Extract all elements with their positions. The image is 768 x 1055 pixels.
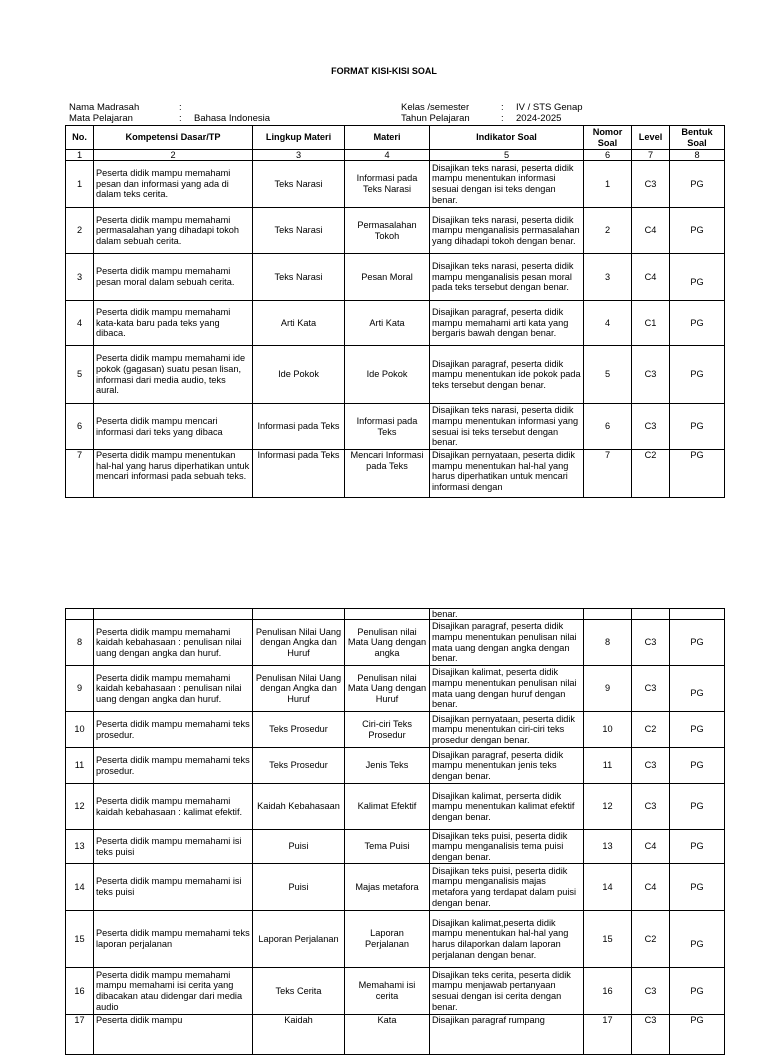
- row-level: C4: [632, 208, 670, 254]
- row-bentuk-soal: PG: [670, 404, 725, 450]
- row-bentuk-soal: PG: [670, 712, 725, 748]
- table-row: [66, 208, 725, 254]
- header-kompetensi: Kompetensi Dasar/TP: [94, 126, 253, 150]
- row-no: 12: [66, 784, 94, 830]
- header-materi: Materi: [345, 126, 430, 150]
- row-kompetensi: Peserta didik mampu memahami pesan dan informasi yang ada di dalam teks cerita.: [94, 161, 253, 208]
- table-row: [66, 404, 725, 450]
- row-indikator: Disajikan teks narasi, peserta didik mampu menganalisis pesan moral pada teks tersebut dengan benar.: [430, 254, 584, 301]
- row-level: C3: [632, 404, 670, 450]
- row-kompetensi: Peserta didik mampu memahami teks prosedur.: [94, 748, 253, 784]
- row-materi: Kata: [345, 1015, 430, 1055]
- table-row: [66, 620, 725, 666]
- row-level: C4: [632, 864, 670, 911]
- column-number: 7: [632, 150, 670, 161]
- row-nomor-soal: 4: [584, 301, 632, 346]
- row-level: C3: [632, 1015, 670, 1055]
- document-title: FORMAT KISI-KISI SOAL: [331, 66, 437, 76]
- row-level: C3: [632, 968, 670, 1015]
- header-no: No.: [66, 126, 94, 150]
- row-bentuk-soal: PG: [670, 864, 725, 911]
- row-nomor-soal: 5: [584, 346, 632, 404]
- row-bentuk-soal: PG: [670, 1015, 725, 1055]
- column-number: 4: [345, 150, 430, 161]
- row-no: 17: [66, 1015, 94, 1055]
- row-level: C2: [632, 911, 670, 968]
- row-materi: Pesan Moral: [345, 254, 430, 301]
- table-row: [66, 254, 725, 301]
- table-row: [66, 830, 725, 864]
- row-level: C3: [632, 346, 670, 404]
- row-nomor-soal: 7: [584, 450, 632, 498]
- row-no: 11: [66, 748, 94, 784]
- row-bentuk-soal: PG: [670, 208, 725, 254]
- row-lingkup: Kaidah Kebahasaan: [253, 784, 345, 830]
- row-nomor-soal: 2: [584, 208, 632, 254]
- row-materi: Informasi pada Teks Narasi: [345, 161, 430, 208]
- row-level: C3: [632, 161, 670, 208]
- row-no: 3: [66, 254, 94, 301]
- row-lingkup: Arti Kata: [253, 301, 345, 346]
- table-body-page-2: [66, 609, 725, 1055]
- row-kompetensi: Peserta didik mampu memahami kata-kata baru pada teks yang dibaca.: [94, 301, 253, 346]
- continuation-row: [66, 609, 725, 620]
- row-bentuk-soal: PG: [670, 161, 725, 208]
- header-bentuk-soal: Bentuk Soal: [670, 126, 725, 150]
- table-row: [66, 864, 725, 911]
- row-lingkup: Teks Prosedur: [253, 712, 345, 748]
- row-kompetensi: Peserta didik mampu memahami kaidah kebahasaan : penulisan nilai uang dengan angka dan huruf.: [94, 620, 253, 666]
- column-number: 2: [94, 150, 253, 161]
- row-indikator: Disajikan teks cerita, peserta didik mampu menjawab pertanyaan sesuai dengan isi cerita dengan benar.: [430, 968, 584, 1015]
- row-lingkup: Teks Narasi: [253, 254, 345, 301]
- row-level: C1: [632, 301, 670, 346]
- table-row: [66, 666, 725, 712]
- row-level: C4: [632, 830, 670, 864]
- row-kompetensi: Peserta didik mampu memahami pesan moral dalam sebuah cerita.: [94, 254, 253, 301]
- row-no: 14: [66, 864, 94, 911]
- row-materi: Ide Pokok: [345, 346, 430, 404]
- row-materi: Ciri-ciri Teks Prosedur: [345, 712, 430, 748]
- row-bentuk-soal: PG: [670, 830, 725, 864]
- mapel-value: Bahasa Indonesia: [194, 113, 271, 124]
- tahun-value: 2024-2025: [516, 113, 562, 124]
- tahun-colon: :: [501, 113, 504, 124]
- row-materi: Laporan Perjalanan: [345, 911, 430, 968]
- row-kompetensi: Peserta didik mampu memahami teks laporan perjalanan: [94, 911, 253, 968]
- column-number: 8: [670, 150, 725, 161]
- row-materi: Arti Kata: [345, 301, 430, 346]
- row-no: 8: [66, 620, 94, 666]
- table-row: [66, 712, 725, 748]
- tahun-label: Tahun Pelajaran: [401, 113, 470, 124]
- row-level: C4: [632, 254, 670, 301]
- row-lingkup: Teks Cerita: [253, 968, 345, 1015]
- row-lingkup: Puisi: [253, 864, 345, 911]
- row-indikator: Disajikan paragraf, peserta didik mampu menentukan jenis teks dengan benar.: [430, 748, 584, 784]
- row-lingkup: Informasi pada Teks: [253, 450, 345, 498]
- table-body-page-1: [66, 161, 725, 498]
- row-no: 4: [66, 301, 94, 346]
- row-no: 6: [66, 404, 94, 450]
- row-bentuk-soal: PG: [670, 911, 725, 968]
- row-no: 5: [66, 346, 94, 404]
- row-nomor-soal: 6: [584, 404, 632, 450]
- continuation-text: benar.: [430, 609, 584, 620]
- row-materi: Permasalahan Tokoh: [345, 208, 430, 254]
- row-lingkup: Penulisan Nilai Uang dengan Angka dan Huruf: [253, 666, 345, 712]
- row-bentuk-soal: PG: [670, 784, 725, 830]
- table-row: [66, 161, 725, 208]
- row-kompetensi: Peserta didik mampu memahami teks prosedur.: [94, 712, 253, 748]
- row-materi: Penulisan nilai Mata Uang dengan Huruf: [345, 666, 430, 712]
- row-no: 2: [66, 208, 94, 254]
- row-nomor-soal: 13: [584, 830, 632, 864]
- row-bentuk-soal: PG: [670, 301, 725, 346]
- row-materi: Memahami isi cerita: [345, 968, 430, 1015]
- row-kompetensi: Peserta didik mampu: [94, 1015, 253, 1055]
- row-no: 9: [66, 666, 94, 712]
- row-kompetensi: Peserta didik mampu memahami kaidah kebahasaan : penulisan nilai uang dengan angka dan huruf.: [94, 666, 253, 712]
- row-indikator: Disajikan teks puisi, peserta didik mampu menganalisis majas metafora yang terdapat dalam puisi dengan benar.: [430, 864, 584, 911]
- row-lingkup: Teks Narasi: [253, 208, 345, 254]
- row-level: C3: [632, 748, 670, 784]
- row-kompetensi: Peserta didik mampu memahami ide pokok (gagasan) suatu pesan lisan, informasi dari media audio, teks aural.: [94, 346, 253, 404]
- row-no: 10: [66, 712, 94, 748]
- table-row: [66, 968, 725, 1015]
- table-row: [66, 450, 725, 498]
- row-kompetensi: Peserta didik mampu memahami mampu memahami isi cerita yang dibacakan atau didengar dari media audio: [94, 968, 253, 1015]
- row-materi: Jenis Teks: [345, 748, 430, 784]
- row-indikator: Disajikan kalimat, peserta didik mampu menentukan penulisan nilai mata uang dengan huruf dengan benar.: [430, 666, 584, 712]
- row-no: 16: [66, 968, 94, 1015]
- mapel-label: Mata Pelajaran: [69, 113, 133, 124]
- table-row: [66, 748, 725, 784]
- row-nomor-soal: 14: [584, 864, 632, 911]
- kelas-value: IV / STS Genap: [516, 102, 583, 113]
- row-nomor-soal: 15: [584, 911, 632, 968]
- header-indikator: Indikator Soal: [430, 126, 584, 150]
- row-indikator: Disajikan paragraf, peserta didik mampu menentukan ide pokok pada teks tersebut dengan benar.: [430, 346, 584, 404]
- madrasah-label: Nama Madrasah: [69, 102, 140, 113]
- row-indikator: Disajikan teks narasi, peserta didik mampu menentukan informasi sesuai dengan isi teks dengan benar.: [430, 161, 584, 208]
- row-lingkup: Teks Narasi: [253, 161, 345, 208]
- row-level: C2: [632, 712, 670, 748]
- row-kompetensi: Peserta didik mampu memahami isi teks puisi: [94, 864, 253, 911]
- row-nomor-soal: 8: [584, 620, 632, 666]
- row-indikator: Disajikan paragraf, peserta didik mampu menentukan penulisan nilai mata uang dengan angka dengan benar.: [430, 620, 584, 666]
- row-kompetensi: Peserta didik mampu mencari informasi dari teks yang dibaca: [94, 404, 253, 450]
- row-level: C3: [632, 666, 670, 712]
- row-nomor-soal: 11: [584, 748, 632, 784]
- column-number: 3: [253, 150, 345, 161]
- column-number: 5: [430, 150, 584, 161]
- mapel-colon: :: [179, 113, 182, 124]
- row-nomor-soal: 1: [584, 161, 632, 208]
- table-row: [66, 911, 725, 968]
- row-indikator: Disajikan teks narasi, peserta didik mampu menganalisis permasalahan yang dihadapi tokoh dengan benar.: [430, 208, 584, 254]
- table-row: [66, 1015, 725, 1055]
- row-no: 1: [66, 161, 94, 208]
- row-level: C3: [632, 784, 670, 830]
- row-bentuk-soal: PG: [670, 620, 725, 666]
- row-bentuk-soal: PG: [670, 254, 725, 301]
- header-lingkup: Lingkup Materi: [253, 126, 345, 150]
- row-kompetensi: Peserta didik mampu memahami kaidah kebahasaan : kalimat efektif.: [94, 784, 253, 830]
- row-lingkup: Ide Pokok: [253, 346, 345, 404]
- kisi-table-page-1: [65, 125, 725, 498]
- row-level: C2: [632, 450, 670, 498]
- row-lingkup: Laporan Perjalanan: [253, 911, 345, 968]
- row-materi: Majas metafora: [345, 864, 430, 911]
- row-bentuk-soal: PG: [670, 968, 725, 1015]
- kelas-colon: :: [501, 102, 504, 113]
- row-indikator: Disajikan pernyataan, peserta didik mampu menentukan ciri-ciri teks prosedur dengan benar.: [430, 712, 584, 748]
- row-nomor-soal: 3: [584, 254, 632, 301]
- row-lingkup: Informasi pada Teks: [253, 404, 345, 450]
- header-nomor-soal: Nomor Soal: [584, 126, 632, 150]
- row-indikator: Disajikan pernyataan, peserta didik mampu menentukan hal-hal yang harus diperhatikan untuk mencari informasi dengan: [430, 450, 584, 498]
- row-nomor-soal: 12: [584, 784, 632, 830]
- kelas-label: Kelas /semester: [401, 102, 470, 113]
- row-bentuk-soal: PG: [670, 666, 725, 712]
- table-row: [66, 346, 725, 404]
- kisi-table-page-2: [65, 608, 725, 1055]
- row-nomor-soal: 10: [584, 712, 632, 748]
- row-nomor-soal: 9: [584, 666, 632, 712]
- row-nomor-soal: 17: [584, 1015, 632, 1055]
- row-no: 13: [66, 830, 94, 864]
- row-lingkup: Teks Prosedur: [253, 748, 345, 784]
- row-bentuk-soal: PG: [670, 450, 725, 498]
- row-no: 15: [66, 911, 94, 968]
- row-kompetensi: Peserta didik mampu memahami permasalahan yang dihadapi tokoh dalam sebuah cerita.: [94, 208, 253, 254]
- row-materi: Penulisan nilai Mata Uang dengan angka: [345, 620, 430, 666]
- row-nomor-soal: 16: [584, 968, 632, 1015]
- table-row: [66, 301, 725, 346]
- row-lingkup: Puisi: [253, 830, 345, 864]
- row-indikator: Disajikan teks puisi, peserta didik mampu menganalisis tema puisi dengan benar.: [430, 830, 584, 864]
- column-number: 1: [66, 150, 94, 161]
- row-lingkup: Penulisan Nilai Uang dengan Angka dan Huruf: [253, 620, 345, 666]
- row-indikator: Disajikan kalimat, perserta didik mampu menentukan kalimat efektif dengan benar.: [430, 784, 584, 830]
- row-materi: Informasi pada Teks: [345, 404, 430, 450]
- row-indikator: Disajikan paragraf rumpang: [430, 1015, 584, 1055]
- row-indikator: Disajikan teks narasi, peserta didik mampu menentukan informasi yang sesuai isi teks tersebut dengan benar.: [430, 404, 584, 450]
- row-level: C3: [632, 620, 670, 666]
- row-indikator: Disajikan kalimat,peserta didik mampu menentukan hal-hal yang harus dilaporkan dalam laporan perjalanan dengan benar.: [430, 911, 584, 968]
- row-bentuk-soal: PG: [670, 748, 725, 784]
- row-materi: Mencari Informasi pada Teks: [345, 450, 430, 498]
- row-bentuk-soal: PG: [670, 346, 725, 404]
- row-lingkup: Kaidah: [253, 1015, 345, 1055]
- row-kompetensi: Peserta didik mampu memahami isi teks puisi: [94, 830, 253, 864]
- row-materi: Kalimat Efektif: [345, 784, 430, 830]
- row-no: 7: [66, 450, 94, 498]
- table-row: [66, 784, 725, 830]
- row-kompetensi: Peserta didik mampu menentukan hal-hal yang harus diperhatikan untuk mencari informasi pada sebuah teks.: [94, 450, 253, 498]
- row-materi: Tema Puisi: [345, 830, 430, 864]
- row-indikator: Disajikan paragraf, peserta didik mampu memahami arti kata yang bergaris bawah dengan benar.: [430, 301, 584, 346]
- madrasah-colon: :: [179, 102, 182, 113]
- column-number: 6: [584, 150, 632, 161]
- header-level: Level: [632, 126, 670, 150]
